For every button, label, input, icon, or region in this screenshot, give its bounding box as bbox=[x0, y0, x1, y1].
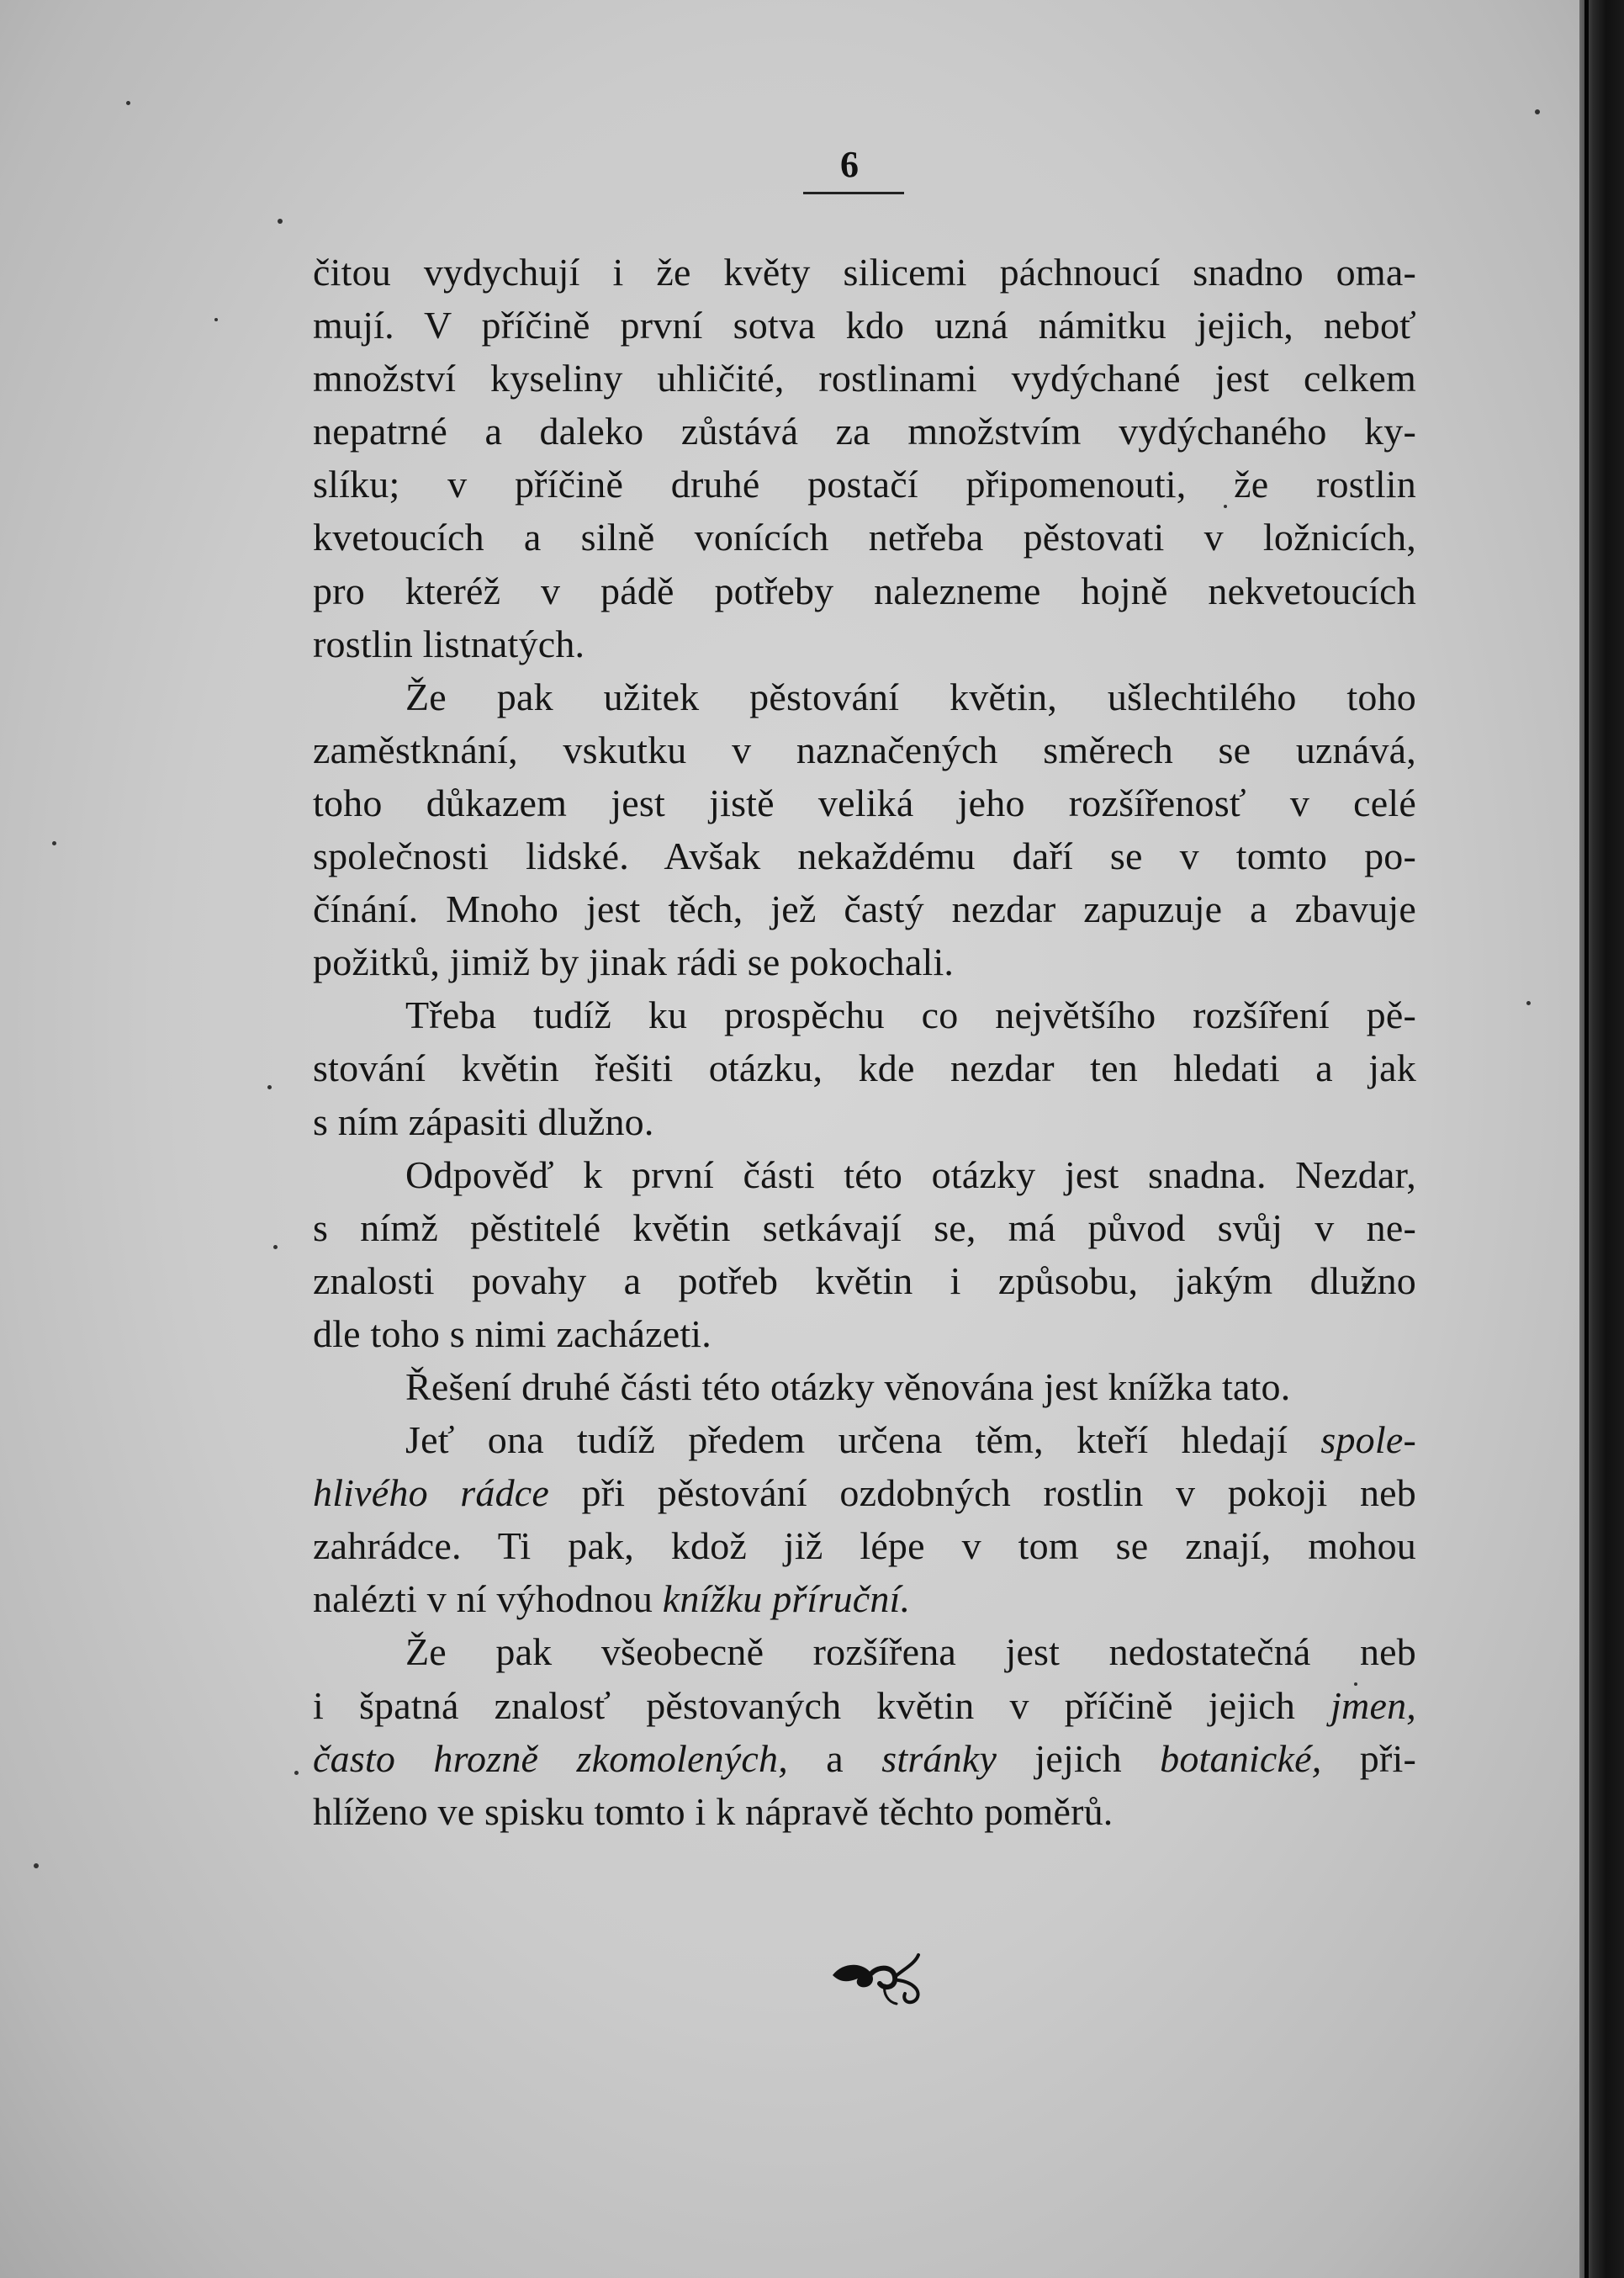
text-line: Řešení druhé části této otázky věnována jest knížka tato. bbox=[405, 1364, 1291, 1408]
paper-speck bbox=[1535, 109, 1540, 114]
paper-speck bbox=[34, 1863, 39, 1868]
emphasis: spole- bbox=[1320, 1418, 1416, 1462]
paper-speck bbox=[273, 1245, 278, 1249]
text-line: Odpověď k první části této otázky jest snadna. Nezdar, bbox=[405, 1152, 1416, 1196]
text-run: a bbox=[787, 1736, 882, 1780]
paper-speck bbox=[1526, 1001, 1531, 1005]
text-line: zaměstknání, vskutku v naznačených směrech se uznává, bbox=[313, 728, 1416, 771]
text-line: znalosti povahy a potřeb květin i způsobu, jakým dlužno bbox=[313, 1258, 1416, 1302]
text-line: rostlin listnatých. bbox=[313, 622, 585, 665]
paper-speck bbox=[214, 318, 218, 321]
text-line bbox=[313, 1732, 1416, 1785]
text-line: hlíženo ve spisku tomto i k nápravě těchto poměrů. bbox=[313, 1789, 1114, 1833]
text-run: nalézti v ní výhodnou bbox=[313, 1577, 663, 1621]
text-line: slíku; v příčině druhé postačí připomenouti, že rostlin bbox=[313, 463, 1416, 506]
emphasis: často hrozně zkomolených, bbox=[313, 1736, 788, 1780]
text-line bbox=[313, 1413, 1416, 1466]
text-run: při pěstování ozdobných rostlin v pokoji neb bbox=[549, 1471, 1416, 1515]
book-spine-edge bbox=[1584, 0, 1589, 2278]
text-line: Třeba tudíž ku prospěchu co největšího rozšíření pě- bbox=[405, 993, 1416, 1037]
text-line: čitou vydychují i že květy silicemi páchnoucí snadno oma- bbox=[313, 251, 1416, 294]
text-line: Že pak užitek pěstování květin, ušlechtilého toho bbox=[405, 675, 1416, 718]
text-line: nepatrné a daleko zůstává za množstvím vydýchaného ky- bbox=[313, 410, 1416, 453]
paper-speck bbox=[294, 1771, 299, 1775]
paper-speck bbox=[126, 101, 130, 105]
text-line: zahrádce. Ti pak, kdož již lépe v tom se znají, mohou bbox=[313, 1524, 1416, 1568]
paper-speck bbox=[52, 841, 56, 845]
text-run: jejich bbox=[997, 1736, 1161, 1780]
text-line: požitků, jimiž by jinak rádi se pokochali. bbox=[313, 940, 955, 984]
text-line: pro kteréž v pádě potřeby nalezneme hojně nekvetoucích bbox=[313, 569, 1416, 612]
fleuron-ornament-icon bbox=[824, 1943, 934, 2010]
text-run: i špatná znalosť pěstovaných květin v příčině jejich bbox=[313, 1683, 1331, 1727]
emphasis: hlivého rádce bbox=[313, 1471, 550, 1515]
emphasis: stránky bbox=[881, 1736, 997, 1780]
text-line: kvetoucích a silně vonících netřeba pěstovati v ložnicích, bbox=[313, 516, 1416, 559]
text-line bbox=[313, 1679, 1416, 1732]
text-run: Jeť ona tudíž předem určena těm, kteří hledají bbox=[405, 1418, 1321, 1462]
text-line: dle toho s nimi zacházeti. bbox=[313, 1311, 711, 1355]
text-line: množství kyseliny uhličité, rostlinami vydýchané jest celkem bbox=[313, 357, 1416, 400]
emphasis: jmen, bbox=[1330, 1683, 1416, 1727]
text-line: s nímž pěstitelé květin setkávají se, má původ svůj v ne- bbox=[313, 1205, 1416, 1249]
text-line: Že pak všeobecně rozšířena jest nedostatečná neb bbox=[405, 1630, 1416, 1674]
text-line: s ním zápasiti dlužno. bbox=[313, 1099, 654, 1143]
paper-speck bbox=[278, 219, 283, 224]
body-text bbox=[313, 246, 1416, 1838]
paper-speck bbox=[267, 1085, 272, 1089]
text-line: čínání. Mnoho jest těch, jež častý nezdar zapuzuje a zbavuje bbox=[313, 887, 1416, 931]
emphasis: botanické, bbox=[1160, 1736, 1322, 1780]
text-line: stování květin řešiti otázku, kde nezdar ten hledati a jak bbox=[313, 1046, 1416, 1090]
page-number-rule bbox=[803, 192, 904, 194]
text-line bbox=[313, 1466, 1416, 1519]
text-line: toho důkazem jest jistě veliká jeho rozšířenosť v celé bbox=[313, 781, 1416, 824]
text-run: při- bbox=[1321, 1736, 1416, 1780]
page-number: 6 bbox=[840, 144, 859, 185]
text-line: společnosti lidské. Avšak nekaždému daří se v tomto po- bbox=[313, 834, 1416, 878]
text-line: mují. V příčině první sotva kdo uzná námitku jejich, neboť bbox=[313, 304, 1416, 347]
emphasis: knížku příruční. bbox=[662, 1577, 911, 1621]
text-line bbox=[313, 1572, 1416, 1625]
